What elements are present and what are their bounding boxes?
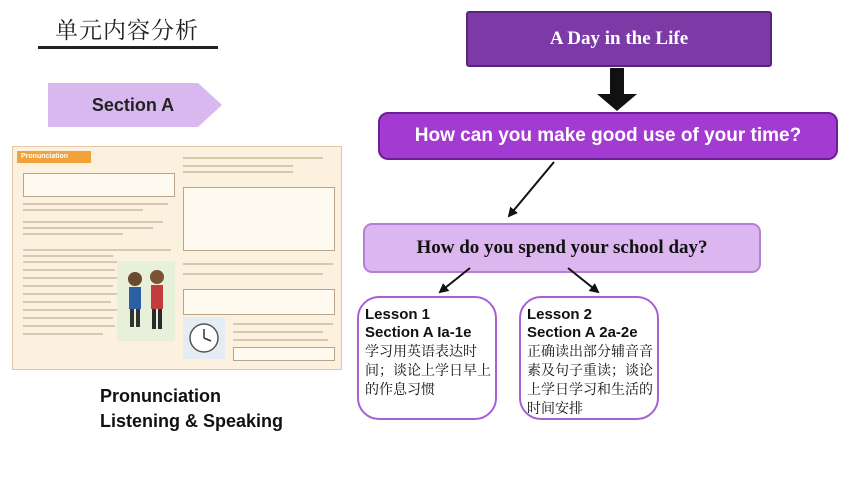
arrow-to-lesson-1 (440, 268, 470, 292)
lesson-2-title: Lesson 2 (527, 306, 593, 323)
arrow-to-question-2 (509, 162, 554, 216)
lesson-1-title: Lesson 1 (365, 306, 431, 323)
lesson-2-description: 正确读出部分辅音音素及句子重读；谈论上学日学习和生活的时间安排 (527, 344, 653, 417)
page-title: 单元内容分析 (55, 18, 199, 44)
question-box-1: How can you make good use of your time? (378, 112, 838, 160)
arrow-to-lesson-2 (568, 268, 598, 292)
section-tab-label: Section A (91, 95, 175, 115)
topic-box: A Day in the Life (466, 11, 772, 67)
caption-listening-speaking: Listening & Speaking (100, 411, 284, 431)
down-block-arrow (597, 68, 637, 111)
question-box-2: How do you spend your school day? (363, 223, 761, 273)
lesson-2-section: Section A 2a-2e (527, 324, 638, 341)
lesson-1-description: 学习用英语表达时间；谈论上学日早上的作息习惯 (365, 344, 491, 398)
caption-pronunciation: Pronunciation (100, 386, 221, 406)
pronunciation-banner: Pronunciation (17, 151, 91, 163)
lesson-1-section: Section A Ia-1e (365, 324, 472, 341)
